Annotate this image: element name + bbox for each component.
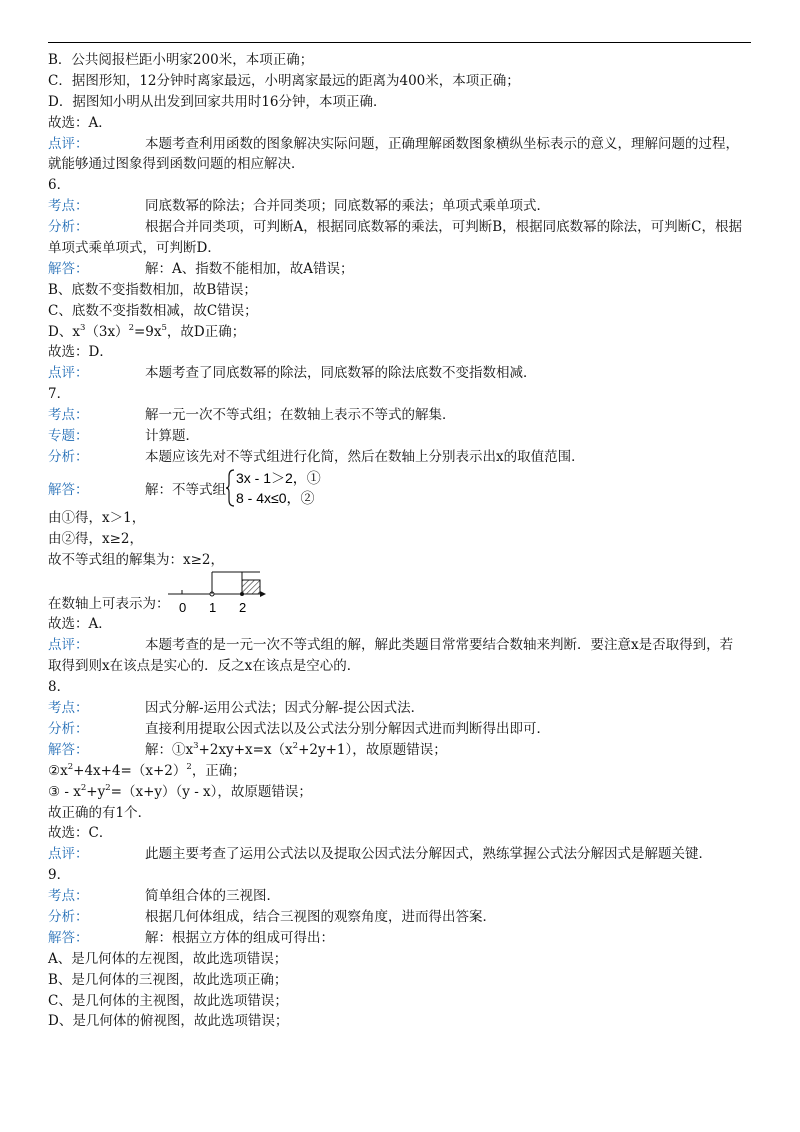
- q7-step-1: 由①得，x＞1，: [48, 509, 146, 526]
- q9-fenxi: [48, 907, 756, 928]
- q6-option-b: B、底数不变指数相加，故B错误；: [48, 281, 257, 298]
- q7-zhuanti-text: 计算题．: [145, 428, 199, 445]
- q8-pingjia-text: 此题主要考查了运用公式法以及提取公因式法分解因式，熟练掌握公式法分解因式是解题关键．: [145, 846, 712, 863]
- q7-pingjia-cont: 取得到则x在该点是实心的．反之x在该点是空心的．: [48, 658, 361, 675]
- q7-zhuanti: [48, 426, 756, 447]
- q5-comment-text-1: 本题考查利用函数的图象解决实际问题，正确理解函数图象横纵坐标表示的意义，理解问题的过程，: [145, 135, 739, 152]
- tick-label-2: 2: [239, 600, 247, 615]
- q8-l3-e1: 2: [80, 782, 87, 793]
- q9-jieda-text: 解：根据立方体的组成可得出：: [145, 929, 334, 946]
- answer-content: [48, 50, 756, 1032]
- q6-jieda-text: 解：A、指数不能相加，故A错误；: [145, 260, 354, 277]
- q9-option-d: D、是几何体的俯视图，故此选项错误；: [48, 1013, 289, 1030]
- q5-comment-cont: 就能够通过图象得到函数问题的相应解决．: [48, 156, 305, 173]
- q6-jieda: [48, 259, 756, 280]
- q6-fenxi: [48, 217, 756, 238]
- q6-choice: 故选：D．: [48, 344, 113, 361]
- q8-kaodian-text: 因式分解-运用公式法；因式分解-提公因式法．: [145, 700, 425, 717]
- q6-pingjia-text: 本题考查了同底数幂的除法，同底数幂的除法底数不变指数相减．: [145, 365, 537, 382]
- q8-l2-post: ，正确；: [191, 762, 246, 779]
- q7-fenxi: [48, 447, 756, 468]
- q6-d-post: ，故D正确；: [166, 323, 246, 340]
- q8-choice: 故选：C．: [48, 825, 113, 842]
- q5-choice: 故选：A．: [48, 114, 112, 131]
- q6-fenxi-cont: 单项式乘单项式，可判断D．: [48, 240, 221, 257]
- q6-d-eq: =9x: [133, 323, 162, 340]
- comment-label: 点评：: [48, 846, 89, 863]
- q6-option-c: C、底数不变指数相减，故C错误；: [48, 302, 258, 319]
- q8-l3-post: =（x+y）（y - x），故原题错误；: [110, 783, 312, 800]
- q8-l2-e1: 2: [67, 761, 74, 772]
- q7-step-3: 故不等式组的解集为：x≥2，: [48, 551, 225, 568]
- q8-l2-e2: 2: [186, 761, 192, 772]
- q8-kaodian: [48, 698, 756, 719]
- q5-comment: [48, 134, 756, 155]
- q9-option-a: A、是几何体的左视图，故此选项错误；: [48, 950, 288, 967]
- q7-fenxi-text: 本题应该先对不等式组进行化简，然后在数轴上分别表示出x的取值范围．: [145, 448, 585, 465]
- q7-pingjia-text-1: 本题考查的是一元一次不等式组的解，解此类题目常常要结合数轴来判断．要注意x是否取得到，若: [145, 637, 734, 654]
- solution-shading: [242, 580, 260, 594]
- q8-jd-pre: 解：①x: [145, 741, 194, 758]
- kaodian-label: 考点：: [48, 888, 89, 905]
- kaodian-label: 考点：: [48, 198, 89, 215]
- q8-jieda: [48, 740, 756, 761]
- jieda-label: 解答：: [48, 260, 89, 277]
- q7-step-2: 由②得，x≥2，: [48, 530, 144, 547]
- q8-jd-post: +2y+1），故原题错误；: [298, 741, 447, 758]
- q8-jd-mid: +2xy+x=x（x: [198, 741, 293, 758]
- q8-number: 8．: [48, 679, 71, 696]
- tick-label-0: 0: [179, 600, 187, 615]
- q6-d-exp3: 5: [161, 322, 167, 333]
- q7-pingjia: [48, 635, 756, 656]
- q8-l3-e2: 2: [105, 782, 111, 793]
- left-brace: [226, 470, 234, 506]
- q8-count: 故正确的有1个．: [48, 804, 152, 821]
- fenxi-label: 分析：: [48, 908, 89, 925]
- q6-d-mid: （3x）: [85, 323, 129, 340]
- q9-number: 9．: [48, 867, 71, 884]
- q9-option-c: C、是几何体的主视图，故此选项错误；: [48, 992, 288, 1009]
- q8-l3-mid: +y: [86, 783, 106, 800]
- q7-jieda: [48, 468, 756, 508]
- axis-arrow: [260, 591, 266, 597]
- q8-line-2: [48, 761, 756, 782]
- fenxi-label: 分析：: [48, 720, 89, 737]
- comment-label: 点评：: [48, 135, 89, 152]
- q8-pingjia: [48, 844, 756, 865]
- q6-kaodian: [48, 196, 756, 217]
- q8-fenxi-text: 直接利用提取公因式法以及公式法分别分解因式进而判断得出即可．: [145, 720, 550, 737]
- q7-kaodian-text: 解一元一次不等式组；在数轴上表示不等式的解集．: [145, 407, 456, 424]
- inequality-1: 3x - 1＞2，①: [236, 469, 321, 486]
- comment-label: 点评：: [48, 365, 89, 382]
- kaodian-label: 考点：: [48, 407, 89, 424]
- inequality-system: [226, 468, 346, 508]
- number-line-figure: [168, 570, 268, 614]
- closed-point-2: [240, 592, 244, 596]
- q8-jd-e1: 3: [193, 740, 199, 751]
- q6-number: 6．: [48, 177, 71, 194]
- jieda-label: 解答：: [48, 929, 89, 946]
- q8-l2-mid: +4x+4=（x+2）: [73, 762, 187, 779]
- tick-label-1: 1: [209, 600, 217, 615]
- fenxi-label: 分析：: [48, 448, 89, 465]
- header-rule: [48, 42, 751, 43]
- q8-fenxi: [48, 719, 756, 740]
- q5-option-d: D．据图知小明从出发到回家共用时16分钟，本项正确．: [48, 93, 387, 110]
- jieda-label: 解答：: [48, 481, 89, 498]
- q6-d-exp2: 2: [128, 322, 134, 333]
- q7-kaodian: [48, 405, 756, 426]
- q7-numberline-row: [48, 570, 756, 614]
- q7-number: 7．: [48, 386, 71, 403]
- q5-option-b: B．公共阅报栏距小明家200米，本项正确；: [48, 52, 314, 68]
- q6-pingjia: [48, 363, 756, 384]
- q6-fenxi-text-1: 根据合并同类项，可判断A，根据同底数幂的乘法，可判断B，根据同底数幂的除法，可判断C，根据: [145, 219, 742, 236]
- inequality-2: 8 - 4x≤0，②: [236, 489, 315, 506]
- q7-choice: 故选：A．: [48, 616, 112, 633]
- zhuanti-label: 专题：: [48, 428, 89, 445]
- q6-option-d: [48, 322, 756, 343]
- kaodian-label: 考点：: [48, 700, 89, 717]
- q8-line-3: [48, 782, 756, 803]
- q8-l2-pre: ②x: [48, 762, 68, 779]
- q6-d-exp1: 3: [79, 322, 86, 333]
- fenxi-label: 分析：: [48, 219, 89, 236]
- q7-numberline-caption: 在数轴上可表示为：: [48, 596, 170, 613]
- q8-jd-e2: 2: [292, 740, 299, 751]
- q6-d-pre: D、x: [48, 323, 80, 340]
- q6-kaodian-text: 同底数幂的除法；合并同类项；同底数幂的乘法；单项式乘单项式．: [145, 198, 550, 215]
- comment-label: 点评：: [48, 637, 89, 654]
- q9-option-b: B、是几何体的三视图，故此选项正确；: [48, 971, 288, 988]
- q8-l3-pre: ③ - x: [48, 783, 81, 800]
- q5-option-c: C．据图形知，12分钟时离家最远，小明离家最远的距离为400米，本项正确；: [48, 72, 520, 89]
- q9-jieda: [48, 928, 756, 949]
- q9-fenxi-text: 根据几何体组成，结合三视图的观察角度，进而得出答案．: [145, 908, 496, 925]
- q7-jieda-text: 解：不等式组: [145, 481, 226, 498]
- q9-kaodian: [48, 886, 756, 907]
- jieda-label: 解答：: [48, 741, 89, 758]
- q9-kaodian-text: 简单组合体的三视图．: [145, 888, 280, 905]
